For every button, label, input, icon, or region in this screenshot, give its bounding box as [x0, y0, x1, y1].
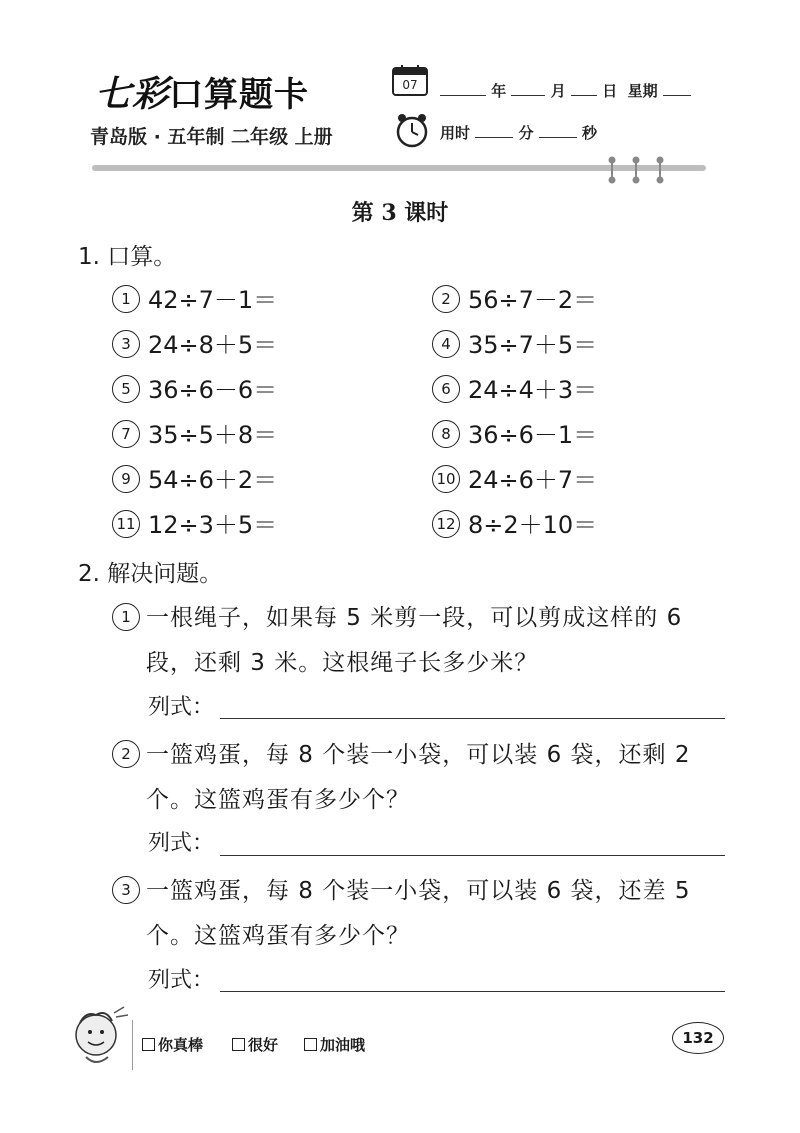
calc-number: 10	[432, 465, 460, 493]
problem-number: 1	[112, 603, 140, 631]
calc-number: 1	[112, 285, 140, 313]
calc-item	[432, 505, 597, 540]
calc-expression: 35÷7＋5＝	[468, 331, 598, 359]
calc-expression: 24÷6＋7＝	[468, 466, 598, 494]
answer-line-1[interactable]	[220, 718, 725, 719]
rating-label: 很好	[248, 1036, 279, 1054]
time-used-label: 用时	[440, 124, 471, 142]
problem-number: 3	[112, 876, 140, 904]
rating-option-3[interactable]	[304, 1034, 365, 1055]
minute-blank[interactable]	[475, 123, 513, 138]
calc-number: 11	[112, 510, 140, 538]
formula-label: 列式：	[148, 695, 215, 720]
day-label: 日	[602, 82, 618, 100]
checkbox[interactable]	[232, 1038, 245, 1051]
problem-3	[112, 869, 691, 949]
calc-expression: 24÷4＋3＝	[468, 376, 598, 404]
footer-divider	[132, 1020, 133, 1070]
rating-label: 你真棒	[158, 1036, 204, 1054]
formula-label: 列式：	[148, 968, 215, 993]
edition-label: 青岛版 · 五年制 二年级 上册	[90, 126, 333, 148]
calc-number: 12	[432, 510, 460, 538]
calc-item	[112, 505, 277, 540]
rating-option-2[interactable]	[232, 1034, 278, 1055]
calc-expression: 42÷7－1＝	[148, 286, 278, 314]
calc-item	[112, 415, 277, 450]
calendar-day: 07	[402, 78, 418, 92]
calc-expression: 56÷7－2＝	[468, 286, 598, 314]
calc-expression: 36÷6－6＝	[148, 376, 278, 404]
binder-pins-icon	[600, 156, 680, 186]
kid-mascot-icon	[66, 1005, 132, 1071]
year-label: 年	[491, 82, 507, 100]
date-fill-line	[440, 80, 691, 101]
answer-line-2[interactable]	[220, 855, 725, 856]
calc-number: 3	[112, 330, 140, 358]
calc-expression: 8÷2＋10＝	[468, 511, 598, 539]
calc-item	[432, 460, 597, 495]
calc-number: 6	[432, 375, 460, 403]
calc-item	[432, 280, 597, 315]
checkbox[interactable]	[304, 1038, 317, 1051]
brand-main: 口算题卡	[169, 75, 310, 115]
brand-title	[95, 66, 309, 117]
problem-1	[112, 596, 683, 676]
calc-expression: 24÷8＋5＝	[148, 331, 278, 359]
problem-text: 一根绳子，如果每 5 米剪一段，可以剪成这样的 6 段，还剩 3 米。这根绳子长多少米？	[146, 605, 683, 676]
problem-text: 一篮鸡蛋，每 8 个装一小袋，可以装 6 袋，还剩 2 个。这篮鸡蛋有多少个？	[146, 742, 691, 813]
lesson-title: 第 3 课时	[351, 200, 449, 226]
calc-number: 2	[432, 285, 460, 313]
problem-text: 一篮鸡蛋，每 8 个装一小袋，可以装 6 袋，还差 5 个。这篮鸡蛋有多少个？	[146, 878, 691, 949]
calc-number: 7	[112, 420, 140, 448]
answer-line-3[interactable]	[220, 991, 725, 992]
calc-item	[432, 415, 597, 450]
formula-label: 列式：	[148, 831, 215, 856]
section2-heading: 2. 解决问题。	[78, 561, 223, 587]
calc-expression: 36÷6－1＝	[468, 421, 598, 449]
checkbox[interactable]	[142, 1038, 155, 1051]
rating-option-1[interactable]	[142, 1034, 203, 1055]
calc-number: 8	[432, 420, 460, 448]
year-blank[interactable]	[440, 81, 486, 96]
rating-label: 加油哦	[320, 1036, 366, 1054]
calc-expression: 12÷3＋5＝	[148, 511, 278, 539]
weekday-blank[interactable]	[663, 81, 691, 96]
alarm-clock-icon	[394, 112, 430, 148]
calc-item	[112, 325, 277, 360]
calc-number: 4	[432, 330, 460, 358]
brand-prefix: 七彩	[95, 73, 170, 115]
problem-2	[112, 733, 691, 813]
calc-item	[112, 370, 277, 405]
second-label: 秒	[581, 124, 597, 142]
calc-item	[432, 325, 597, 360]
second-blank[interactable]	[539, 123, 577, 138]
calc-item	[112, 280, 277, 315]
problem-number: 2	[112, 740, 140, 768]
month-label: 月	[550, 82, 566, 100]
calc-number: 9	[112, 465, 140, 493]
section1-heading: 1. 口算。	[78, 244, 177, 270]
calendar-icon	[392, 64, 428, 96]
weekday-label: 星期	[627, 82, 658, 100]
calc-expression: 54÷6＋2＝	[148, 466, 278, 494]
calc-item	[432, 370, 597, 405]
minute-label: 分	[518, 124, 534, 142]
calc-item	[112, 460, 277, 495]
calc-expression: 35÷5＋8＝	[148, 421, 278, 449]
page-number: 132	[672, 1022, 724, 1054]
calc-number: 5	[112, 375, 140, 403]
time-fill-line	[440, 122, 597, 143]
month-blank[interactable]	[511, 81, 545, 96]
day-blank[interactable]	[571, 81, 597, 96]
